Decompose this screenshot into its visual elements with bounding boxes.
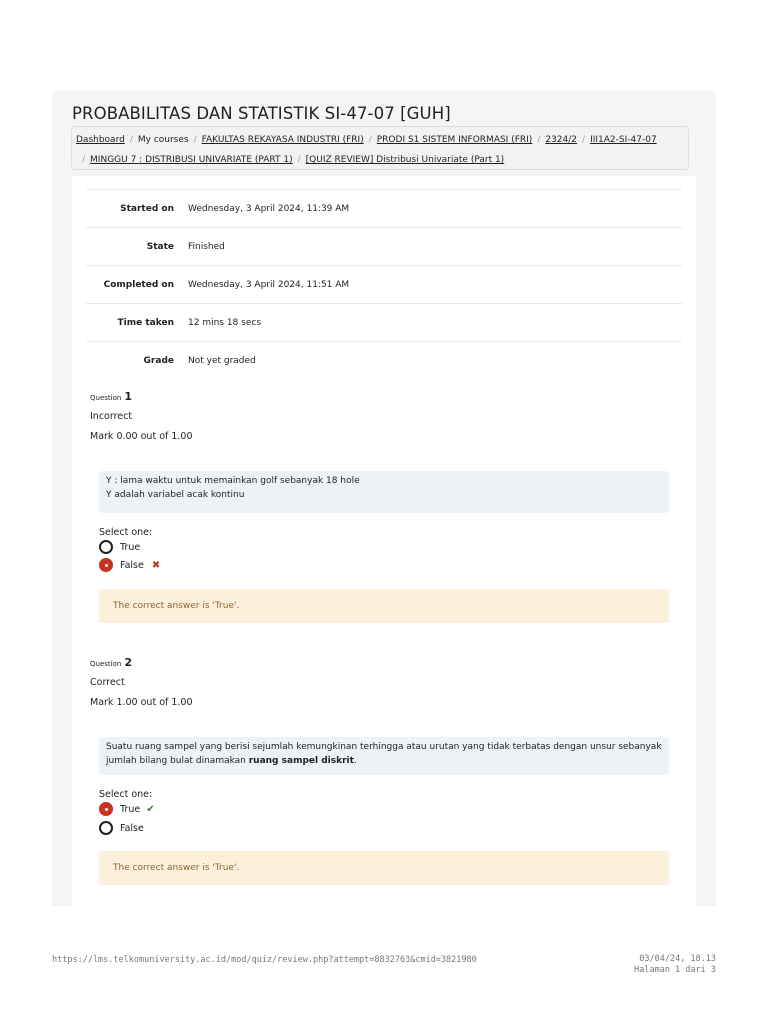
breadcrumb-term[interactable] (545, 135, 577, 145)
radio-button[interactable] (99, 540, 113, 554)
summary-value: Finished (188, 228, 682, 266)
q1-option-false[interactable] (99, 558, 160, 572)
breadcrumb-dashboard[interactable] (76, 135, 125, 145)
summary-label: Completed on (86, 266, 188, 304)
cross-icon: ✖ (151, 559, 161, 571)
question-label: Question (90, 660, 122, 668)
question-1-info (90, 387, 193, 447)
breadcrumb-course-code[interactable] (590, 135, 657, 145)
breadcrumb-separator: / (193, 135, 197, 145)
question-text-plain: Suatu ruang sampel yang berisi sejumlah kemungkinan terhingga atau urutan yang tidak terbatas dengan unsur sebanyak jumlah bilang bulat dinamakan (106, 742, 662, 766)
q2-option-false[interactable] (99, 821, 144, 835)
summary-value: Not yet graded (188, 342, 682, 380)
footer-datetime: 03/04/24, 18.13 (639, 954, 716, 964)
breadcrumb-separator: / (82, 155, 86, 165)
breadcrumb-link[interactable]: Dashboard (76, 135, 125, 145)
question-text-paragraph (106, 741, 662, 768)
summary-row (86, 228, 682, 266)
option-label: True (120, 541, 141, 553)
breadcrumb-separator: / (368, 135, 372, 145)
question-number (90, 387, 193, 407)
question-num: 1 (124, 390, 132, 403)
question-2-text (99, 737, 669, 775)
summary-row (86, 190, 682, 228)
question-text-bold: ruang sampel diskrit (248, 755, 354, 766)
footer-page-count: Halaman 1 dari 3 (634, 965, 716, 975)
breadcrumb (71, 126, 689, 170)
q2-option-true[interactable] (99, 802, 155, 816)
select-one-label: Select one: (99, 789, 153, 800)
question-num: 2 (124, 656, 132, 669)
breadcrumb-week[interactable] (90, 155, 293, 165)
question-text-end: . (353, 755, 357, 766)
select-one-label: Select one: (99, 527, 153, 538)
summary-value: 12 mins 18 secs (188, 304, 682, 342)
breadcrumb-separator: / (537, 135, 541, 145)
question-text-line: Y : lama waktu untuk memainkan golf sebanyak 18 hole (106, 476, 360, 486)
summary-label: Grade (86, 342, 188, 380)
breadcrumb-link[interactable]: III1A2-SI-47-07 (590, 135, 657, 145)
summary-value: Wednesday, 3 April 2024, 11:39 AM (188, 190, 682, 228)
breadcrumb-link[interactable]: FAKULTAS REKAYASA INDUSTRI (FRI) (201, 135, 364, 145)
summary-row (86, 342, 682, 380)
breadcrumb-link[interactable]: PRODI S1 SISTEM INFORMASI (FRI) (376, 135, 533, 145)
q1-option-true[interactable] (99, 540, 140, 554)
question-2-info (90, 653, 193, 713)
summary-label: Started on (86, 190, 188, 228)
summary-row (86, 266, 682, 304)
option-label: False (120, 559, 144, 571)
attempt-summary-table (86, 189, 682, 379)
question-state: Correct (90, 677, 125, 688)
breadcrumb-separator: / (129, 135, 133, 145)
breadcrumb-link[interactable]: [QUIZ REVIEW] Distribusi Univariate (Part 1) (305, 155, 505, 165)
radio-button-selected[interactable] (99, 802, 113, 816)
q1-feedback: The correct answer is 'True'. (99, 589, 669, 623)
footer-url: https://lms.telkomuniversity.ac.id/mod/quiz/review.php?attempt=8832763&cmid=3821980 (52, 955, 477, 965)
breadcrumb-faculty[interactable] (202, 135, 364, 145)
breadcrumb-text: My courses (137, 135, 189, 145)
page-title: PROBABILITAS DAN STATISTIK SI-47-07 [GUH] (72, 104, 451, 123)
q2-feedback: The correct answer is 'True'. (99, 851, 669, 885)
footer-page-info (634, 954, 716, 976)
breadcrumb-program[interactable] (377, 135, 533, 145)
breadcrumb-link[interactable]: 2324/2 (545, 135, 578, 145)
question-text-line: Y adalah variabel acak kontinu (106, 489, 245, 500)
summary-label: State (86, 228, 188, 266)
radio-button-selected[interactable] (99, 558, 113, 572)
breadcrumb-separator: / (582, 135, 586, 145)
check-icon: ✔ (146, 803, 155, 815)
question-number (90, 653, 193, 673)
summary-value: Wednesday, 3 April 2024, 11:51 AM (188, 266, 682, 304)
summary-label: Time taken (86, 304, 188, 342)
question-label: Question (90, 394, 122, 402)
option-label: False (120, 822, 144, 834)
question-grade: Mark 0.00 out of 1.00 (90, 431, 193, 442)
breadcrumb-my-courses (138, 135, 189, 145)
radio-button[interactable] (99, 821, 113, 835)
summary-row (86, 304, 682, 342)
breadcrumb-quiz[interactable] (306, 155, 505, 165)
breadcrumb-separator: / (297, 155, 301, 165)
breadcrumb-link[interactable]: MINGGU 7 : DISTRIBUSI UNIVARIATE (PART 1) (90, 155, 293, 165)
question-grade: Mark 1.00 out of 1.00 (90, 697, 193, 708)
option-label: True (120, 803, 141, 815)
question-1-text (99, 471, 669, 513)
question-state: Incorrect (90, 411, 133, 422)
